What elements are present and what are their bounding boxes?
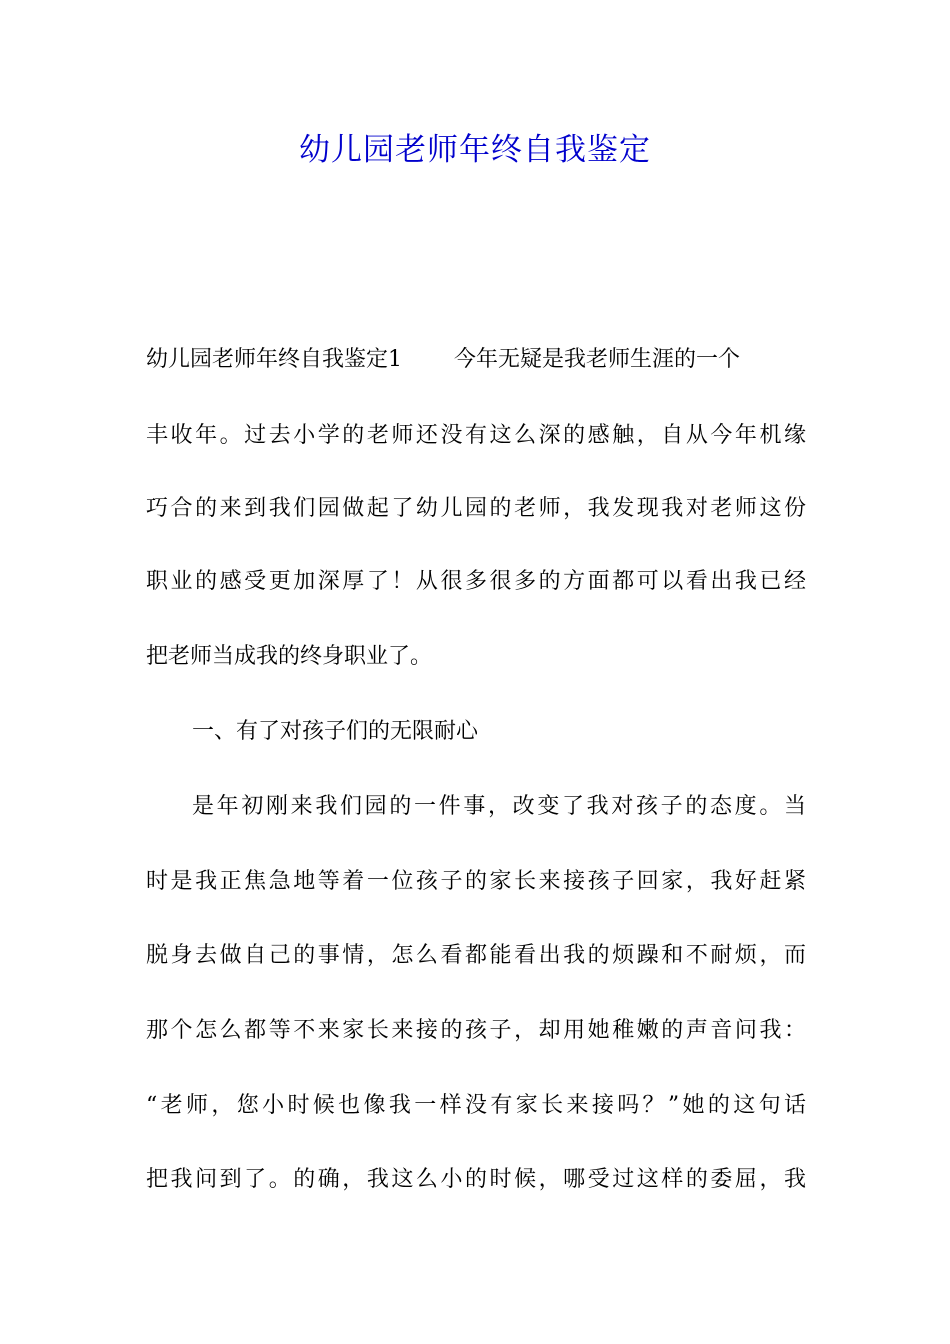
section-heading: 幼儿园老师年终自我鉴定1 [146,347,402,372]
paragraph-line-6: 是年初刚来我们园的一件事，改变了我对孩子的态度。当 [192,794,806,819]
paragraph-line-11: 把我问到了。的确，我这么小的时候，哪受过这样的委屈，我 [146,1167,806,1192]
paragraph-line-10: “老师，您小时候也像我一样没有家长来接吗？”她的这句话 [146,1093,806,1118]
paragraph-line-3: 巧合的来到我们园做起了幼儿园的老师，我发现我对老师这份 [146,496,806,521]
paragraph-line-5: 把老师当成我的终身职业了。 [146,644,433,669]
paragraph-line-9: 那个怎么都等不来家长来接的孩子，却用她稚嫩的声音问我： [146,1018,806,1043]
document-title: 幼儿园老师年终自我鉴定 [299,132,651,168]
paragraph-line-4: 职业的感受更加深厚了！从很多很多的方面都可以看出我已经 [146,569,806,594]
paragraph-line-7: 时是我正焦急地等着一位孩子的家长来接孩子回家，我好赶紧 [146,869,806,894]
paragraph-line-2: 丰收年。过去小学的老师还没有这么深的感触，自从今年机缘 [146,423,806,448]
paragraph-text: 今年无疑是我老师生涯的一个 [454,347,741,372]
subheading-patience: 一、有了对孩子们的无限耐心 [192,719,479,744]
paragraph-line-1 [146,345,806,375]
paragraph-line-8: 脱身去做自己的事情，怎么看都能看出我的烦躁和不耐烦，而 [146,943,806,968]
